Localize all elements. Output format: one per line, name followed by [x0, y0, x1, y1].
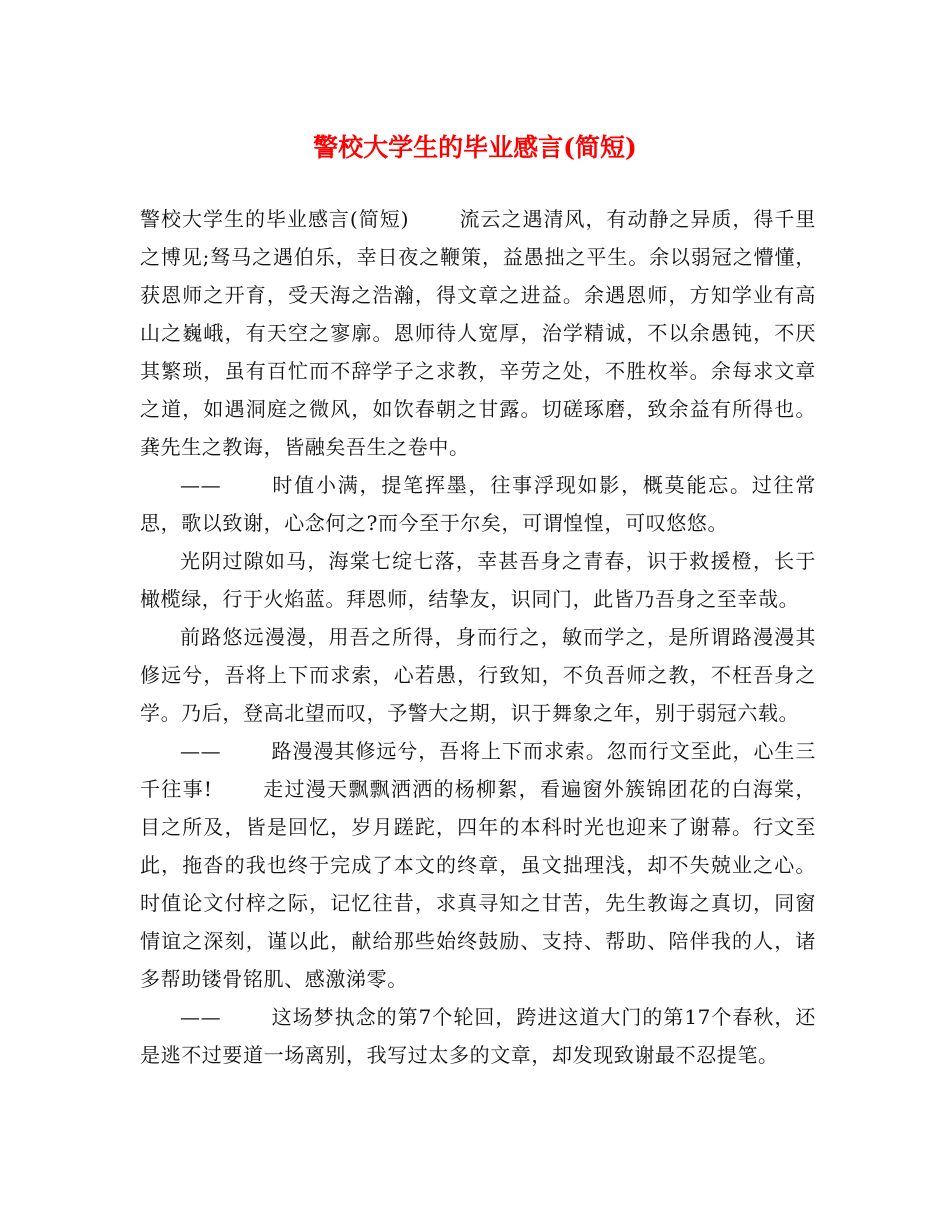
- paragraph-5: [140, 732, 816, 998]
- paragraph-4: [140, 618, 816, 732]
- paragraph-1: [140, 200, 816, 466]
- paragraph-6: [140, 998, 816, 1074]
- paragraph-1-text: 流云之遇清风，有动静之异质，得千里之博见;驽马之遇伯乐，幸日夜之鞭策，益愚拙之平生。余以弱冠之懵懂，获恩师之开育，受天海之浩瀚，得文章之进益。余遇恩师，方知学业有高山之巍峨，有天空之寥廓。恩师待人宽厚，治学精诚，不以余愚钝，不厌其繁琐，虽有百忙而不辞学子之求教，辛劳之处，不胜枚举。余每求文章之道，如遇洞庭之微风，如饮春朝之甘露。切磋琢磨，致余益有所得也。龚先生之教诲，皆融矣吾生之卷中。: [140, 207, 817, 459]
- paragraph-6-text: 这场梦执念的第7个轮回，跨进这道大门的第17个春秋，还是逃不过要道一场离别，我写过太多的文章，却发现致谢最不忍提笔。: [140, 1005, 816, 1067]
- paragraph-1-lead: 警校大学生的毕业感言(简短): [140, 207, 410, 231]
- paragraph-5-lead: ——: [180, 739, 222, 763]
- paragraph-4-text: 前路悠远漫漫，用吾之所得，身而行之，敏而学之，是所谓路漫漫其修远兮，吾将上下而求索，心若愚，行致知，不负吾师之教，不枉吾身之学。乃后，登高北望而叹，予警大之期，识于舞象之年，别于弱冠六载。: [140, 625, 816, 725]
- paragraph-2-text: 时值小满，提笔挥墨，往事浮现如影，概莫能忘。过往常思，歌以致谢，心念何之?而今至于尔矣，可谓惶惶，可叹悠悠。: [140, 473, 816, 535]
- paragraph-2-lead: ——: [180, 473, 222, 497]
- document-title: 警校大学生的毕业感言(简短): [313, 133, 637, 162]
- document-body: [140, 200, 816, 1074]
- paragraph-3-text: 光阴过隙如马，海棠七绽七落，幸甚吾身之青春，识于救援橙，长于橄榄绿，行于火焰蓝。拜恩师，结挚友，识同门，此皆乃吾身之至幸哉。: [140, 549, 816, 611]
- paragraph-2: [140, 466, 816, 542]
- paragraph-6-lead: ——: [180, 1005, 222, 1029]
- paragraph-3: [140, 542, 816, 618]
- paragraph-5-text-2: 走过漫天飘飘洒洒的杨柳絮，看遍窗外簇锦团花的白海棠，目之所及，皆是回忆，岁月蹉跎，四年的本科时光也迎来了谢幕。行文至此，拖沓的我也终于完成了本文的终章，虽文拙理浅，却不失兢业之心。时值论文付梓之际，记忆往昔，求真寻知之甘苦，先生教诲之真切，同窗情谊之深刻，谨以此，献给那些始终鼓励、支持、帮助、陪伴我的人，诸多帮助镂骨铭肌、感激涕零。: [140, 777, 817, 991]
- paragraph-5-text: 路漫漫其修远兮，吾将上下而求索。忽而行文至此，心生三千往事!: [140, 739, 816, 801]
